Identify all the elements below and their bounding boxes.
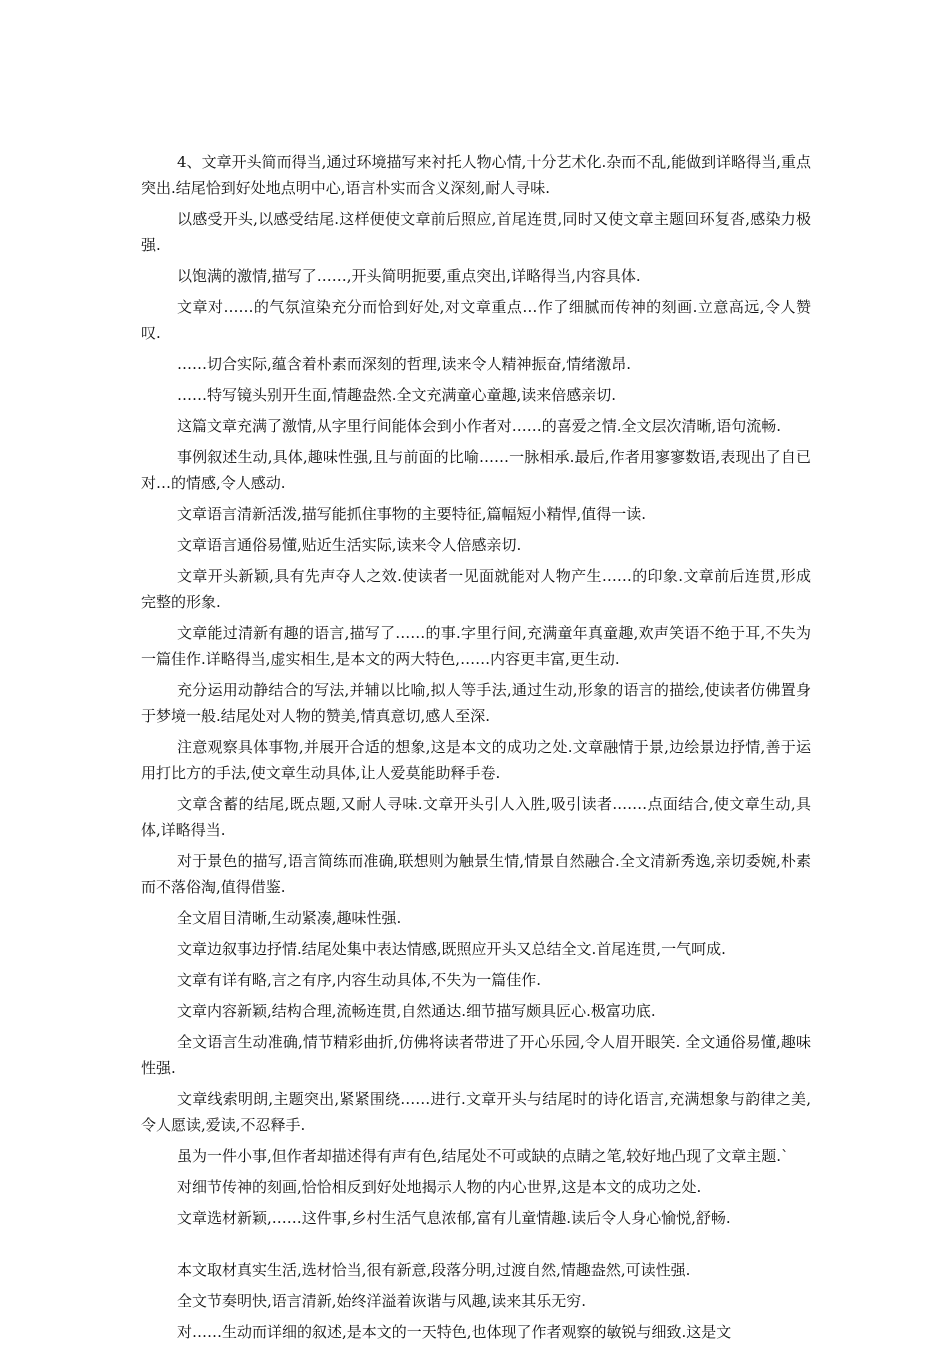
paragraph-24: 对细节传神的刻画,恰恰相反到好处地揭示人物的内心世界,这是本文的成功之处.	[177, 1178, 702, 1196]
paragraph-12: 文章能过清新有趣的语言,描写了……的事.字里行间,充满童年真童趣,欢声笑语不绝于耳,不失为一篇佳作.详略得当,虚实相生,是本文的两大特色,……内容更丰富,更生动.	[141, 624, 811, 668]
paragraph-2: 以感受开头,以感受结尾.这样便使文章前后照应,首尾连贯,同时又使文章主题回环复沓,感染力极强.	[141, 210, 811, 254]
paragraph-17: 全文眉目清晰,生动紧凑,趣味性强.	[177, 909, 402, 927]
paragraph-25: 文章选材新颖,……这件事,乡村生活气息浓郁,富有儿童情趣.读后令人身心愉悦,舒畅.	[177, 1209, 731, 1227]
paragraph-14: 注意观察具体事物,并展开合适的想象,这是本文的成功之处.文章融情于景,边绘景边抒情,善于运用打比方的手法,使文章生动具体,让人爱莫能助释手卷.	[141, 738, 811, 782]
paragraph-19: 文章有详有略,言之有序,内容生动具体,不失为一篇佳作.	[177, 971, 542, 989]
paragraph-7: 这篇文章充满了激情,从字里行间能体会到小作者对……的喜爱之情.全文层次清晰,语句流畅.	[177, 417, 782, 435]
paragraph-9: 文章语言清新活泼,描写能抓住事物的主要特征,篇幅短小精悍,值得一读.	[177, 505, 647, 523]
paragraph-28: 对……生动而详细的叙述,是本文的一天特色,也体现了作者观察的敏锐与细致.这是文	[177, 1323, 732, 1341]
paragraph-18: 文章边叙事边抒情.结尾处集中表达情感,既照应开头又总结全文.首尾连贯,一气呵成.	[177, 940, 726, 958]
paragraph-8: 事例叙述生动,具体,趣味性强,且与前面的比喻……一脉相承.最后,作者用寥寥数语,表现出了自已对…的情感,令人感动.	[141, 448, 811, 492]
paragraph-5: ……切合实际,蕴含着朴素而深刻的哲理,读来令人精神振奋,情绪激昂.	[177, 355, 632, 373]
paragraph-27: 全文节奏明快,语言清新,始终洋溢着诙谐与风趣,读来其乐无穷.	[177, 1292, 587, 1310]
paragraph-16: 对于景色的描写,语言简练而准确,联想则为触景生情,情景自然融合.全文清新秀逸,亲切委婉,朴素而不落俗淘,值得借鉴.	[141, 852, 811, 896]
paragraph-13: 充分运用动静结合的写法,并辅以比喻,拟人等手法,通过生动,形象的语言的描绘,使读者仿佛置身于梦境一般.结尾处对人物的赞美,情真意切,感人至深.	[141, 681, 811, 725]
paragraph-21: 全文语言生动准确,情节精彩曲折,仿佛将读者带进了开心乐园,令人眉开眼笑. 全文通俗易懂,趣味性强.	[141, 1033, 811, 1077]
paragraph-3: 以饱满的激情,描写了……,开头简明扼要,重点突出,详略得当,内容具体.	[177, 267, 641, 285]
paragraph-11: 文章开头新颖,具有先声夺人之效.使读者一见面就能对人物产生……的印象.文章前后连贯,形成完整的形象.	[141, 567, 811, 611]
paragraph-1: 4、文章开头简而得当,通过环境描写来衬托人物心情,十分艺术化.杂而不乱,能做到详略得当,重点突出.结尾恰到好处地点明中心,语言朴实而含义深刻,耐人寻味.	[141, 153, 811, 197]
paragraph-6: ……特写镜头别开生面,情趣盎然.全文充满童心童趣,读来倍感亲切.	[177, 386, 617, 404]
paragraph-22: 文章线索明朗,主题突出,紧紧围绕……进行.文章开头与结尾时的诗化语言,充满想象与韵律之美,令人愿读,爱读,不忍释手.	[141, 1090, 811, 1134]
paragraph-10: 文章语言通俗易懂,贴近生活实际,读来令人倍感亲切.	[177, 536, 522, 554]
paragraph-23: 虽为一件小事,但作者却描述得有声有色,结尾处不可或缺的点睛之笔,较好地凸现了文章主题.`	[177, 1147, 789, 1165]
document-body	[141, 149, 811, 1350]
paragraph-15: 文章含蓄的结尾,既点题,又耐人寻味.文章开头引人入胜,吸引读者.……点面结合,使文章生动,具体,详略得当.	[141, 795, 811, 839]
paragraph-26: 本文取材真实生活,选材恰当,很有新意,段落分明,过渡自然,情趣盎然,可读性强.	[177, 1261, 691, 1279]
paragraph-4: 文章对……的气氛渲染充分而恰到好处,对文章重点…作了细腻而传神的刻画.立意高远,令人赞叹.	[141, 298, 811, 342]
paragraph-20: 文章内容新颖,结构合理,流畅连贯,自然通达.细节描写颇具匠心.极富功底.	[177, 1002, 656, 1020]
